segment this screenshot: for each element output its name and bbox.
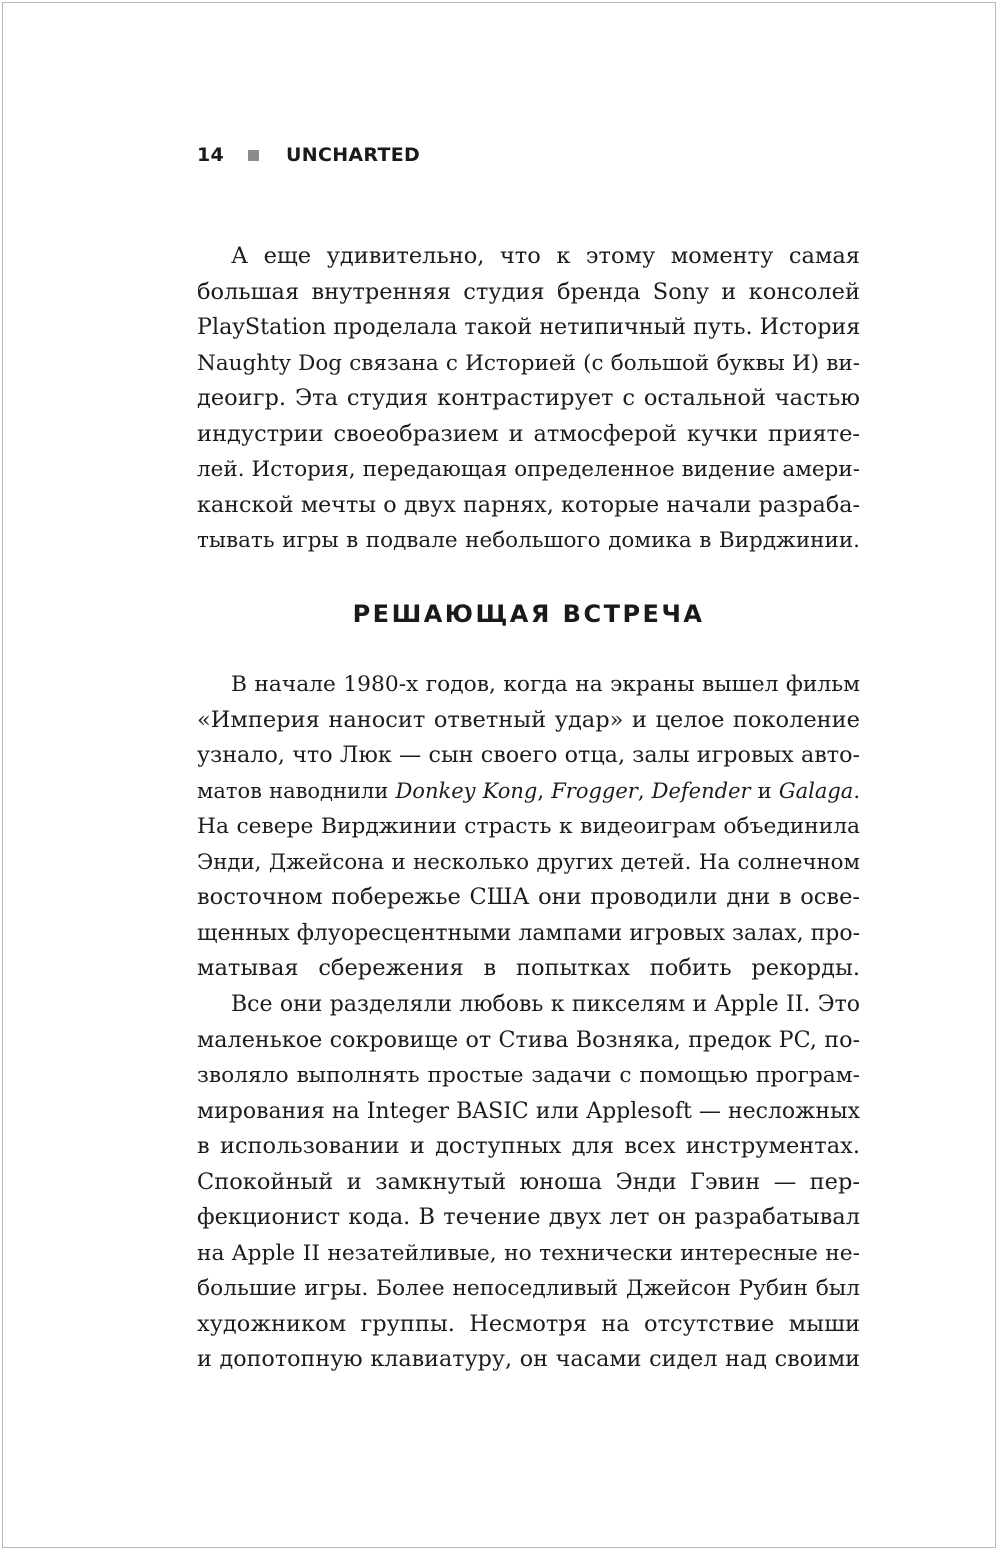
text-line: деоигр. Эта студия контрастирует с остальной частью	[197, 385, 860, 411]
text-line: Все они разделяли любовь к пикселям и Apple II. Это	[231, 992, 860, 1017]
game-title: Donkey Kong	[395, 778, 538, 803]
square-bullet-icon	[248, 150, 259, 161]
paragraph-apple-ii	[197, 987, 860, 1378]
text-line: на Apple II незатейливые, но технически интересные не-	[197, 1240, 860, 1266]
text-line: Naughty Dog связана с Историей (с большой буквы И) ви-	[197, 350, 860, 376]
text-line: щенных флуоресцентными лампами игровых залах, про-	[197, 920, 860, 946]
text-line: и допотопную клавиатуру, он часами сидел над своими	[197, 1346, 860, 1372]
text-line: Спокойный и замкнутый юноша Энди Гэвин — пер-	[197, 1168, 860, 1195]
book-title: UNCHARTED	[286, 144, 421, 166]
text-line: мирования на Integer BASIC или Applesoft — несложных	[197, 1098, 860, 1124]
text-line: лей. История, передающая определенное видение амери-	[197, 457, 860, 482]
section-heading: РЕШАЮЩАЯ ВСТРЕЧА	[352, 600, 705, 628]
text-line: матывая сбережения в попытках побить рекорды.	[197, 955, 860, 981]
running-head	[197, 144, 420, 166]
text-line: маленькое сокровище от Стива Возняка, предок PC, по-	[197, 1026, 860, 1053]
separator: .	[853, 778, 860, 803]
text-line: В начале 1980-х годов, когда на экраны вышел фильм	[231, 672, 860, 697]
text-line: индустрии своеобразием и атмосферой кучки прияте-	[197, 420, 860, 447]
games-prefix: матов наводнили	[197, 778, 396, 803]
separator: ,	[537, 778, 552, 803]
game-title: Galaga	[778, 778, 854, 803]
paragraph-intro	[197, 239, 860, 559]
text-line: в использовании и доступных для всех инструментах.	[197, 1133, 860, 1159]
separator: ,	[637, 778, 652, 803]
text-line: фекционист кода. В течение двух лет он разрабатывал	[197, 1204, 860, 1230]
game-title: Defender	[651, 778, 751, 803]
text-line: А еще удивительно, что к этому моменту самая	[231, 243, 860, 269]
separator: и	[750, 778, 779, 803]
paragraph-arcade	[197, 667, 860, 987]
text-line: большие игры. Более непоседливый Джейсон Рубин был	[197, 1276, 860, 1301]
text-line: зволяло выполнять простые задачи с помощью програм-	[197, 1063, 860, 1088]
text-line: восточном побережье США они проводили дни в осве-	[197, 884, 860, 910]
game-title: Frogger	[551, 778, 638, 803]
page-number: 14	[197, 144, 225, 166]
text-line: большая внутренняя студия бренда Sony и консолей	[197, 278, 860, 305]
text-line: «Империя наносит ответный удар» и целое поколение	[197, 706, 860, 733]
text-line: канской мечты о двух парнях, которые начали разраба-	[197, 491, 860, 518]
text-line: узнало, что Люк — сын своего отца, залы игровых авто-	[197, 742, 860, 768]
text-line: Энди, Джейсона и несколько других детей. На солнечном	[197, 849, 860, 875]
text-line: На севере Вирджинии страсть к видеоиграм объединила	[197, 814, 860, 839]
text-line: художником группы. Несмотря на отсутствие мыши	[197, 1310, 860, 1337]
text-line: PlayStation проделала такой нетипичный путь. История	[197, 314, 860, 340]
text-line: тывать игры в подвале небольшого домика в Вирджинии.	[197, 528, 860, 553]
text-line-games	[197, 774, 860, 810]
